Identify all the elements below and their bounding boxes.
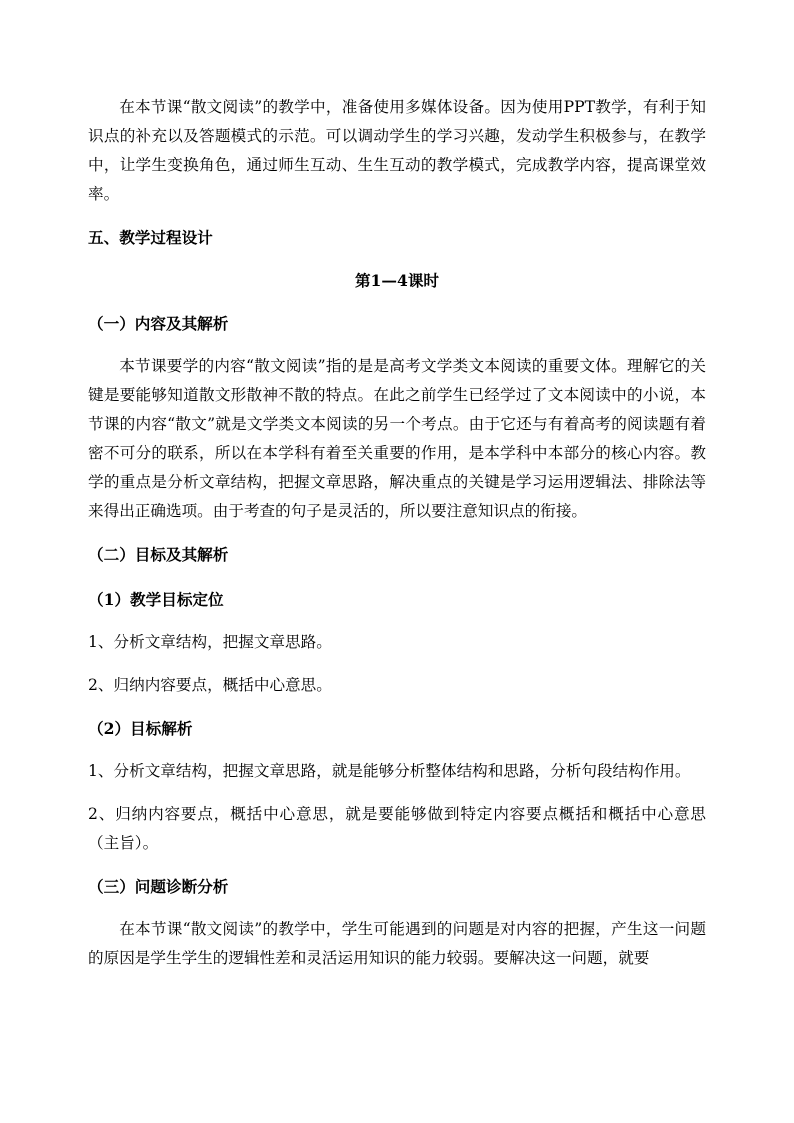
spacer bbox=[88, 569, 706, 585]
spacer bbox=[88, 858, 706, 872]
spacer bbox=[88, 252, 706, 266]
spacer bbox=[88, 614, 706, 628]
content-analysis-paragraph: 本节课要学的内容“散文阅读”指的是是高考文学类文本阅读的重要文体。理解它的关键是要能够知道散文形散神不散的特点。在此之前学生已经学过了文本阅读中的小说，本节课的内容“散文”就是文学类文本阅读的另一个考点。由于它还与有着高考的阅读题有着密不可分的联系，所以在本学科有着至关重要的作用，是本学科中本部分的核心内容。教学的重点是分析文章结构，把握文章思路，解决重点的关键是学习运用逻辑法、排除法等来得出正确选项。由于考查的句子是灵活的，所以要注意知识点的衔接。 bbox=[88, 357, 706, 520]
spacer bbox=[88, 657, 706, 671]
document-page bbox=[88, 93, 706, 973]
goal-positioning-heading: （1）教学目标定位 bbox=[88, 590, 224, 609]
spacer bbox=[88, 700, 706, 714]
spacer bbox=[88, 743, 706, 757]
spacer bbox=[88, 295, 706, 309]
spacer bbox=[88, 526, 706, 540]
analysis-item-2: 2、归纳内容要点，概括中心意思，就是要能够做到特定内容要点概括和概括中心意思（主旨）。 bbox=[88, 805, 706, 852]
spacer bbox=[88, 901, 706, 915]
goals-heading: （二）目标及其解析 bbox=[88, 545, 229, 564]
intro-paragraph: 在本节课“散文阅读”的教学中，准备使用多媒体设备。因为使用PPT教学，有利于知识点的补充以及答题模式的示范。可以调动学生的学习兴趣，发动学生积极参与，在教学中，让学生变换角色，通过师生互动、生生互动的教学模式，完成教学内容，提高课堂效率。 bbox=[88, 98, 706, 203]
problem-diagnosis-paragraph: 在本节课“散文阅读”的教学中，学生可能遇到的问题是对内容的把握，产生这一问题的原因是学生学生的逻辑性差和灵活运用知识的能力较弱。要解决这一问题，就要 bbox=[88, 920, 706, 967]
spacer bbox=[88, 209, 706, 223]
section-5-heading: 五、教学过程设计 bbox=[88, 228, 213, 247]
analysis-item-1: 1、分析文章结构，把握文章思路，就是能够分析整体结构和思路，分析句段结构作用。 bbox=[88, 762, 691, 780]
spacer bbox=[88, 786, 706, 800]
goal-item-2: 2、归纳内容要点，概括中心意思。 bbox=[88, 676, 332, 694]
spacer bbox=[88, 338, 706, 352]
content-analysis-heading: （一）内容及其解析 bbox=[88, 314, 229, 333]
goal-item-1: 1、分析文章结构，把握文章思路。 bbox=[88, 633, 332, 651]
problem-diagnosis-heading: （三）问题诊断分析 bbox=[88, 877, 229, 896]
lesson-heading: 第1—4课时 bbox=[354, 271, 440, 290]
goal-analysis-heading: （2）目标解析 bbox=[88, 719, 193, 738]
